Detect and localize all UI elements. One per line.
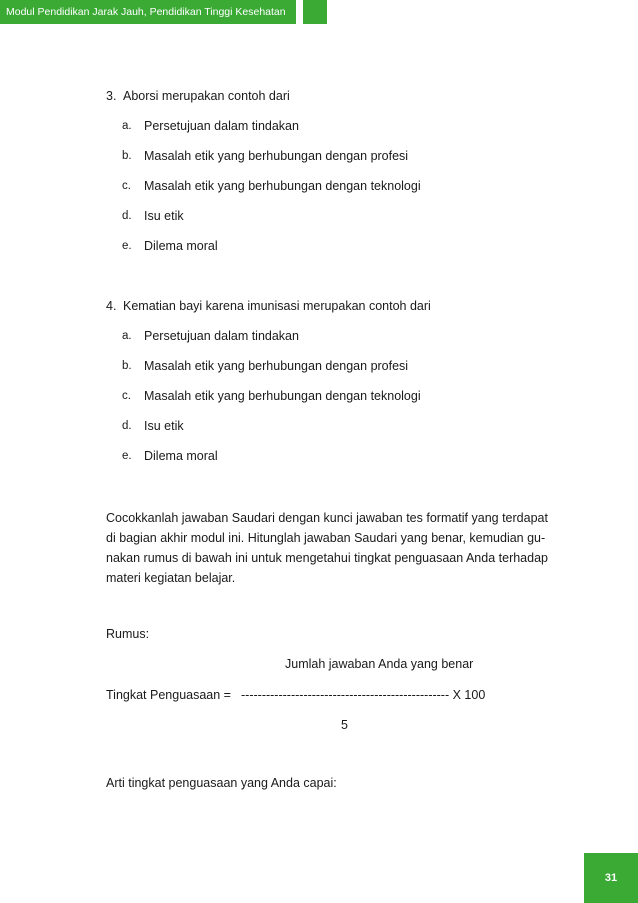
option-letter: b. [122,360,132,372]
header-title: Modul Pendidikan Jarak Jauh, Pendidikan Tinggi Kesehatan [0,0,296,24]
option-text: Masalah etik yang berhubungan dengan teknologi [144,389,421,403]
instruction-line: nakan rumus di bawah ini untuk mengetahui tingkat penguasaan Anda terhadap [106,551,548,565]
formula-label: Rumus: [106,627,150,641]
option-text: Dilema moral [144,239,218,253]
option-text: Persetujuan dalam tindakan [144,119,299,133]
option-letter: c. [122,390,131,402]
formula-lhs: Tingkat Penguasaan = [106,688,231,702]
option-letter: d. [122,420,132,432]
question-number: 4. [106,299,117,313]
question-text: Aborsi merupakan contoh dari [123,89,290,103]
option-letter: c. [122,180,131,192]
option-letter: a. [122,330,132,342]
header-accent-block [303,0,327,24]
option-letter: b. [122,150,132,162]
option-text: Isu etik [144,209,184,223]
option-text: Isu etik [144,419,184,433]
option-text: Persetujuan dalam tindakan [144,329,299,343]
mastery-meaning-text: Arti tingkat penguasaan yang Anda capai: [106,776,337,790]
option-text: Masalah etik yang berhubungan dengan profesi [144,359,409,373]
instruction-paragraph [106,508,566,588]
instruction-line: di bagian akhir modul ini. Hitunglah jawaban Saudari yang benar, kemudian gu- [106,531,546,545]
option-text: Dilema moral [144,449,218,463]
option-letter: e. [122,450,132,462]
formula-fraction-line: -------------------------------------------------- X 100 [241,688,486,702]
option-letter: d. [122,210,132,222]
option-letter: a. [122,120,132,132]
formula-denominator: 5 [341,718,348,732]
instruction-line: materi kegiatan belajar. [106,571,236,585]
option-text: Masalah etik yang berhubungan dengan profesi [144,149,409,163]
formula-numerator: Jumlah jawaban Anda yang benar [285,657,474,671]
page-number: 31 [584,853,638,903]
option-letter: e. [122,240,132,252]
instruction-line: Cocokkanlah jawaban Saudari dengan kunci jawaban tes formatif yang terdapat [106,511,548,525]
option-text: Masalah etik yang berhubungan dengan teknologi [144,179,421,193]
question-number: 3. [106,89,117,103]
question-text: Kematian bayi karena imunisasi merupakan contoh dari [123,299,431,313]
